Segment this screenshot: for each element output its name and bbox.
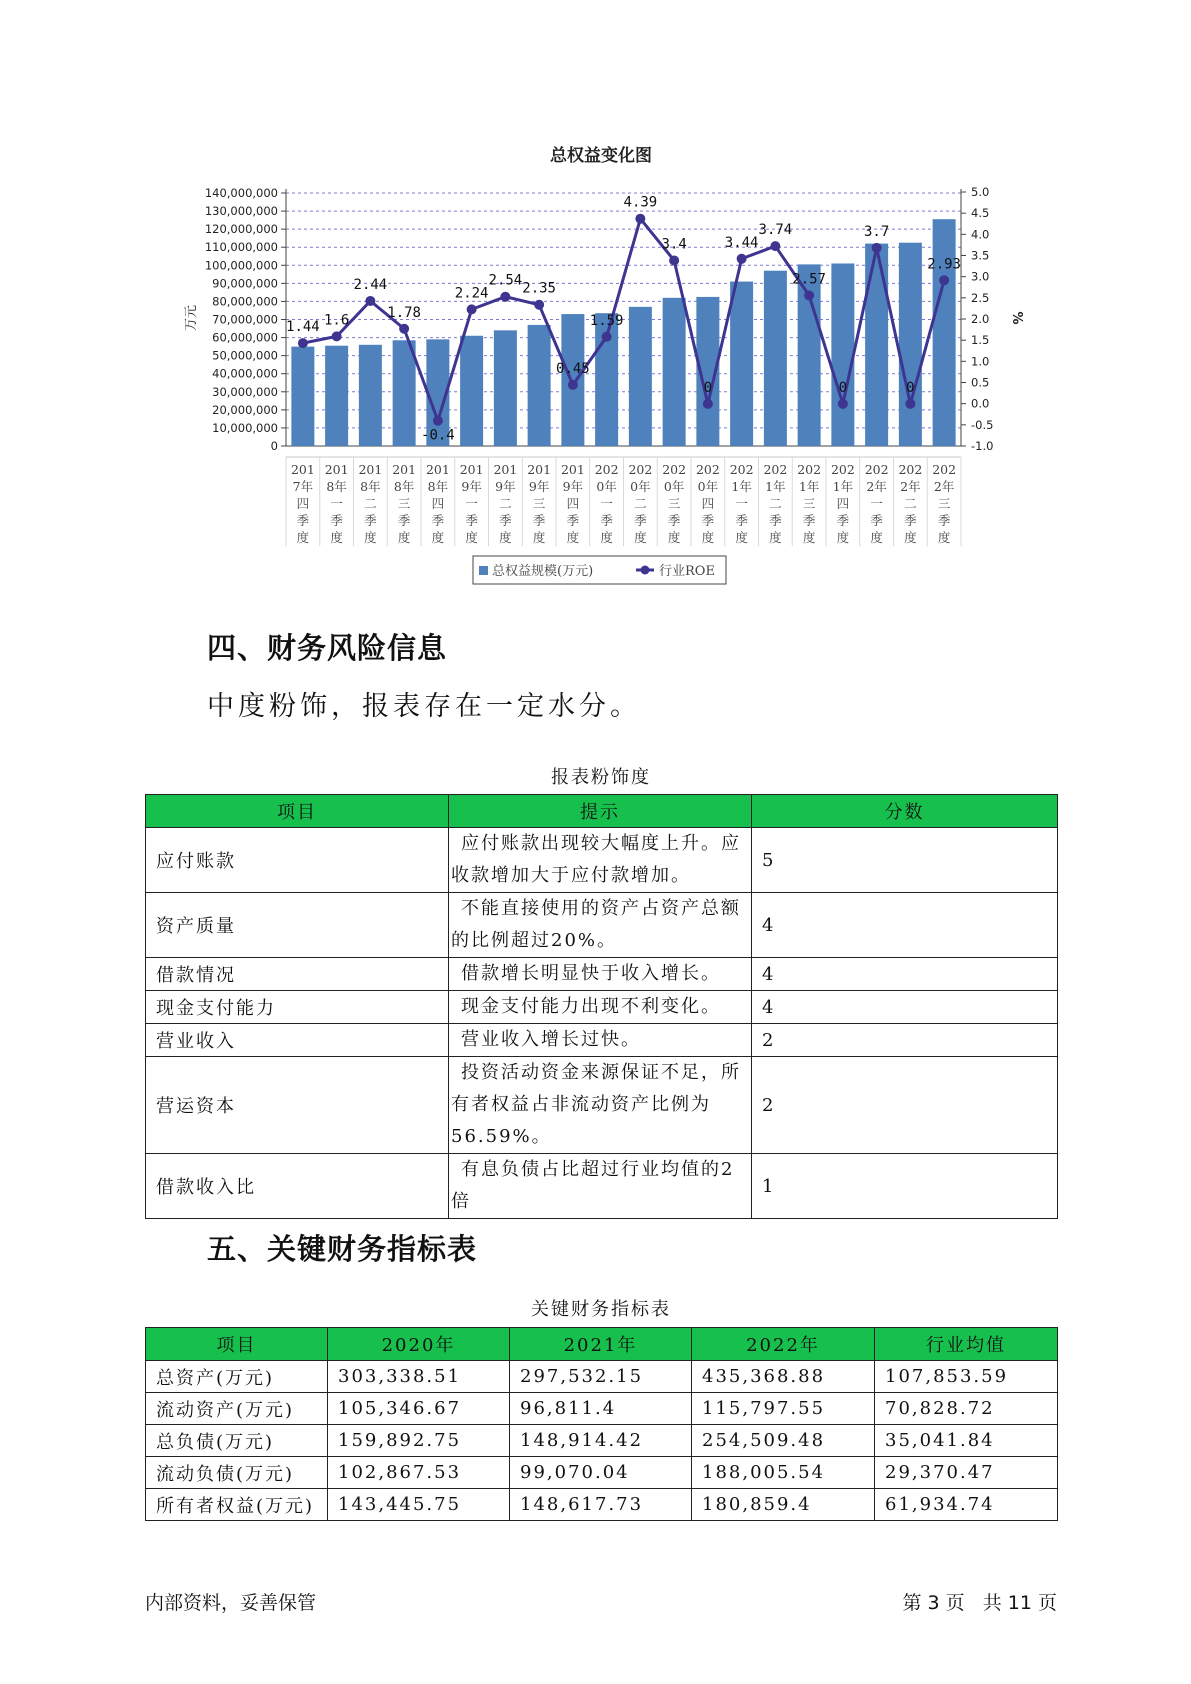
table-row [146, 1393, 1058, 1425]
risk-tip-line [451, 1057, 749, 1089]
risk-tip-text: 投资活动资金来源保证不足，所 [461, 1062, 741, 1083]
table-row [146, 1024, 1058, 1057]
y-tick-label: 100,000,000 [204, 258, 278, 273]
x-tick-label: 度 [735, 530, 748, 545]
x-tick-label: 201 [527, 462, 552, 477]
section4-heading: 四、财务风险信息 [207, 631, 448, 665]
kpi-2022: 188,005.54 [692, 1457, 875, 1489]
kpi-2020: 303,338.51 [328, 1361, 510, 1393]
y2-tick-label: 0.0 [971, 396, 990, 411]
x-tick-label: 1年 [798, 479, 820, 494]
y2-tick-label: 4.5 [971, 206, 990, 221]
kpi-2022: 254,509.48 [692, 1425, 875, 1457]
risk-tip-text: 借款增长明显快于收入增长。 [461, 963, 721, 984]
x-tick-label: 四 [836, 496, 850, 511]
x-tick-label: 202 [864, 462, 889, 477]
x-tick-label: 季 [904, 513, 917, 528]
x-tick-label: 季 [735, 513, 748, 528]
x-tick-label: 度 [802, 530, 816, 545]
x-tick-label: 一 [600, 496, 613, 511]
x-tick-label: 202 [628, 462, 653, 477]
roe-point [703, 399, 713, 409]
x-tick-label: 三 [802, 496, 816, 511]
x-tick-label: 8年 [393, 479, 415, 494]
kpi-industry-avg: 107,853.59 [875, 1361, 1058, 1393]
risk-tip [449, 828, 752, 893]
kpi-2022: 115,797.55 [692, 1393, 875, 1425]
roe-point [433, 416, 443, 426]
y-tick-label: 20,000,000 [212, 402, 278, 417]
x-tick-label: 季 [600, 513, 613, 528]
bar [764, 271, 787, 446]
risk-item: 资产质量 [146, 893, 449, 958]
roe-data-label: 1.6 [323, 312, 350, 329]
table-row [146, 893, 1058, 958]
risk-tip-line [451, 958, 749, 990]
risk-tip-text: 不能直接使用的资产占资产总额 [461, 898, 741, 919]
bar [494, 330, 517, 446]
roe-point [939, 275, 949, 285]
y2-tick-label: 1.0 [971, 354, 990, 369]
kpi-2021: 99,070.04 [510, 1457, 692, 1489]
legend-bar-label: 总权益规模(万元) [492, 564, 594, 579]
x-tick-label: 1年 [731, 479, 752, 494]
roe-point [602, 332, 612, 342]
risk-tip-text: 营业收入增长过快。 [461, 1029, 641, 1050]
table-row [146, 1361, 1058, 1393]
x-tick-label: 度 [937, 530, 951, 545]
window-dressing-table [145, 794, 1058, 1219]
kpi-2020: 102,867.53 [328, 1457, 510, 1489]
y2-tick-label: -0.5 [971, 417, 994, 432]
kpi-item: 所有者权益(万元) [146, 1489, 328, 1521]
x-tick-label: 季 [431, 513, 445, 528]
kpi-industry-avg: 29,370.47 [875, 1457, 1058, 1489]
header-2020: 2020年 [328, 1328, 510, 1361]
x-tick-label: 0年 [596, 479, 617, 494]
y-tick-label: 0 [270, 439, 278, 453]
risk-tip [449, 1057, 752, 1154]
roe-data-label: -0.4 [421, 427, 455, 444]
kpi-2022: 435,368.88 [692, 1361, 875, 1393]
x-tick-label: 度 [397, 530, 411, 545]
x-tick-label: 季 [532, 513, 546, 528]
y2-tick-label: 1.5 [971, 333, 990, 348]
kpi-2020: 143,445.75 [328, 1489, 510, 1521]
y2-tick-label: 3.0 [971, 269, 990, 284]
roe-point [737, 254, 747, 264]
kpi-2021: 96,811.4 [510, 1393, 692, 1425]
kpi-2021: 148,617.73 [510, 1489, 692, 1521]
x-tick-label: 一 [870, 496, 883, 511]
x-tick-label: 201 [358, 462, 383, 477]
y2-tick-label: 2.5 [971, 290, 990, 305]
bar [865, 244, 888, 446]
x-tick-label: 202 [797, 462, 822, 477]
y-tick-label: 80,000,000 [212, 294, 278, 309]
roe-data-label: 1.78 [387, 304, 421, 321]
x-tick-label: 季 [937, 513, 951, 528]
x-tick-label: 202 [763, 462, 788, 477]
kpi-industry-avg: 35,041.84 [875, 1425, 1058, 1457]
risk-tip [449, 991, 752, 1024]
x-tick-label: 度 [499, 530, 512, 545]
x-tick-label: 201 [290, 462, 315, 477]
legend-line-marker [641, 566, 650, 575]
x-tick-label: 三 [397, 496, 411, 511]
x-tick-label: 度 [634, 530, 647, 545]
y2-tick-label: 0.5 [971, 375, 990, 390]
kpi-2020: 105,346.67 [328, 1393, 510, 1425]
roe-data-label: 0 [703, 379, 713, 396]
risk-score: 2 [752, 1057, 1058, 1154]
risk-tip-text: 有息负债占比超过行业均值的2倍 [451, 1159, 735, 1212]
x-tick-label: 二 [364, 496, 377, 511]
y2-tick-label: 5.0 [971, 185, 990, 199]
kpi-item: 总负债(万元) [146, 1425, 328, 1457]
roe-data-label: 3.44 [724, 234, 759, 251]
x-tick-label: 四 [566, 496, 580, 511]
roe-data-label: 0 [838, 379, 848, 396]
key-indicators-table-caption: 关键财务指标表 [531, 1299, 671, 1320]
risk-tip-line [451, 925, 749, 957]
x-tick-label: 9年 [528, 479, 550, 494]
x-tick-label: 季 [465, 513, 478, 528]
header-item: 项目 [146, 1328, 328, 1361]
x-tick-label: 201 [392, 462, 417, 477]
risk-score: 1 [752, 1154, 1058, 1219]
risk-item: 应付账款 [146, 828, 449, 893]
x-tick-label: 0年 [630, 479, 651, 494]
roe-data-label: 0 [906, 379, 915, 396]
roe-point [804, 290, 814, 300]
x-tick-label: 201 [324, 462, 349, 477]
x-tick-label: 二 [634, 496, 647, 511]
x-tick-label: 0年 [663, 479, 685, 494]
kpi-item: 流动负债(万元) [146, 1457, 328, 1489]
x-tick-label: 度 [431, 530, 445, 545]
risk-tip [449, 1154, 752, 1219]
bar [291, 347, 314, 446]
risk-tip-text: 的比例超过20%。 [451, 930, 618, 951]
roe-point [838, 399, 848, 409]
header-score: 分数 [752, 795, 1058, 828]
x-tick-label: 季 [870, 513, 883, 528]
window-dressing-table-caption: 报表粉饰度 [551, 767, 651, 788]
risk-tip [449, 1024, 752, 1057]
roe-point [332, 331, 342, 341]
table-row [146, 1425, 1058, 1457]
x-tick-label: 季 [296, 513, 310, 528]
x-tick-label: 9年 [461, 479, 482, 494]
y-tick-label: 110,000,000 [204, 240, 278, 255]
x-tick-label: 度 [465, 530, 478, 545]
risk-tip-line [451, 1121, 749, 1153]
x-tick-label: 201 [493, 462, 518, 477]
x-tick-label: 二 [769, 496, 782, 511]
table-row [146, 1489, 1058, 1521]
roe-point [669, 255, 679, 265]
x-tick-label: 季 [634, 513, 647, 528]
roe-point [298, 338, 308, 348]
risk-item: 营业收入 [146, 1024, 449, 1057]
x-tick-label: 季 [330, 513, 343, 528]
table-row [146, 1457, 1058, 1489]
y-tick-label: 50,000,000 [212, 348, 278, 363]
y-tick-label: 120,000,000 [204, 222, 278, 237]
kpi-industry-avg: 61,934.74 [875, 1489, 1058, 1521]
x-tick-label: 一 [330, 496, 343, 511]
x-tick-label: 度 [296, 530, 310, 545]
kpi-2022: 180,859.4 [692, 1489, 875, 1521]
x-tick-label: 度 [701, 530, 715, 545]
x-tick-label: 8年 [427, 479, 449, 494]
x-tick-label: 0年 [697, 479, 719, 494]
roe-point [467, 304, 477, 314]
risk-score: 4 [752, 958, 1058, 991]
risk-tip-line [451, 1154, 749, 1218]
risk-item: 借款情况 [146, 958, 449, 991]
x-tick-label: 三 [937, 496, 951, 511]
table-row [146, 991, 1058, 1024]
table-row [146, 958, 1058, 991]
risk-score: 2 [752, 1024, 1058, 1057]
header-2021: 2021年 [510, 1328, 692, 1361]
roe-data-label: 4.39 [623, 194, 658, 211]
roe-point [534, 300, 544, 310]
roe-data-label: 1.44 [286, 319, 320, 336]
y-tick-label: 140,000,000 [204, 186, 278, 200]
y-tick-label: 30,000,000 [212, 384, 278, 399]
y-axis-title: 万元 [184, 304, 199, 332]
risk-score: 4 [752, 991, 1058, 1024]
bar [831, 263, 854, 446]
roe-point [905, 399, 915, 409]
x-tick-label: 度 [330, 530, 343, 545]
x-tick-label: 四 [431, 496, 445, 511]
x-tick-label: 季 [836, 513, 850, 528]
roe-point [872, 243, 882, 253]
x-tick-label: 季 [802, 513, 816, 528]
x-tick-label: 度 [667, 530, 681, 545]
bar [359, 345, 382, 446]
roe-data-label: 2.54 [488, 272, 523, 289]
kpi-item: 总资产(万元) [146, 1361, 328, 1393]
risk-tip-text: 56.59%。 [451, 1126, 552, 1147]
x-tick-label: 8年 [360, 479, 381, 494]
roe-data-label: 1.59 [589, 312, 624, 329]
x-tick-label: 8年 [326, 479, 347, 494]
y2-tick-label: 4.0 [971, 227, 990, 242]
equity-chart [0, 0, 1191, 600]
roe-data-label: 2.57 [792, 271, 826, 288]
x-tick-label: 202 [594, 462, 619, 477]
x-tick-label: 度 [836, 530, 850, 545]
risk-tip-text: 收款增加大于应付款增加。 [451, 865, 691, 886]
risk-tip-line [451, 1089, 749, 1121]
roe-point [635, 214, 645, 224]
roe-data-label: 3.4 [661, 236, 687, 253]
roe-data-label: 3.7 [863, 223, 890, 240]
x-tick-label: 201 [560, 462, 585, 477]
x-tick-label: 季 [364, 513, 377, 528]
risk-item: 借款收入比 [146, 1154, 449, 1219]
bar [528, 325, 551, 446]
x-tick-label: 1年 [832, 479, 854, 494]
risk-item: 现金支付能力 [146, 991, 449, 1024]
x-tick-label: 202 [830, 462, 855, 477]
table-row [146, 1154, 1058, 1219]
x-tick-label: 一 [465, 496, 478, 511]
x-tick-label: 一 [735, 496, 748, 511]
risk-tip-text: 应付账款出现较大幅度上升。应 [461, 833, 741, 854]
key-indicators-table [145, 1327, 1058, 1521]
x-tick-label: 2年 [900, 479, 921, 494]
table-row [146, 828, 1058, 893]
y-tick-label: 130,000,000 [204, 204, 278, 219]
x-tick-label: 季 [499, 513, 512, 528]
x-tick-label: 度 [870, 530, 883, 545]
risk-score: 4 [752, 893, 1058, 958]
x-tick-label: 季 [769, 513, 782, 528]
x-tick-label: 度 [532, 530, 546, 545]
x-tick-label: 季 [701, 513, 715, 528]
x-tick-label: 7年 [292, 479, 314, 494]
x-tick-label: 四 [296, 496, 310, 511]
roe-data-label: 2.44 [353, 276, 388, 293]
x-tick-label: 季 [397, 513, 411, 528]
risk-tip [449, 893, 752, 958]
kpi-2021: 148,914.42 [510, 1425, 692, 1457]
bar [393, 340, 416, 446]
x-tick-label: 度 [769, 530, 782, 545]
roe-point [770, 241, 780, 251]
x-tick-label: 度 [904, 530, 917, 545]
legend-line-label: 行业ROE [659, 564, 715, 579]
y2-axis-title: % [1009, 311, 1024, 325]
x-tick-label: 度 [364, 530, 377, 545]
y-tick-label: 90,000,000 [212, 276, 278, 291]
bar [730, 282, 753, 446]
roe-data-label: 2.24 [454, 285, 489, 302]
x-tick-label: 201 [459, 462, 484, 477]
x-tick-label: 季 [667, 513, 681, 528]
header-industry-avg: 行业均值 [875, 1328, 1058, 1361]
bar [899, 243, 922, 446]
risk-summary: 中度粉饰，报表存在一定水分。 [207, 691, 641, 722]
roe-point [399, 324, 409, 334]
roe-point [365, 296, 375, 306]
x-tick-label: 三 [532, 496, 546, 511]
x-tick-label: 2年 [933, 479, 955, 494]
table-row [146, 1057, 1058, 1154]
x-tick-label: 201 [425, 462, 450, 477]
footer-page-number: 第 3 页 共 11 页 [902, 1592, 1057, 1614]
risk-tip-line [451, 1024, 749, 1056]
kpi-2021: 297,532.15 [510, 1361, 692, 1393]
header-tip: 提示 [449, 795, 752, 828]
risk-tip-line [451, 893, 749, 925]
kpi-industry-avg: 70,828.72 [875, 1393, 1058, 1425]
y2-tick-label: -1.0 [971, 439, 994, 453]
risk-tip-text: 有者权益占非流动资产比例为 [451, 1094, 711, 1115]
bar [325, 346, 348, 446]
risk-tip-line [451, 860, 749, 892]
roe-data-label: 3.74 [758, 222, 793, 239]
risk-tip [449, 958, 752, 991]
x-tick-label: 度 [566, 530, 580, 545]
footer-confidential: 内部资料，妥善保管 [145, 1592, 317, 1614]
x-tick-label: 202 [932, 462, 957, 477]
x-tick-label: 1年 [765, 479, 786, 494]
x-tick-label: 2年 [866, 479, 887, 494]
header-2022: 2022年 [692, 1328, 875, 1361]
x-tick-label: 202 [695, 462, 720, 477]
bar [460, 336, 483, 446]
y-tick-label: 40,000,000 [212, 366, 278, 381]
x-tick-label: 202 [898, 462, 923, 477]
kpi-item: 流动资产(万元) [146, 1393, 328, 1425]
roe-point [568, 380, 578, 390]
bar [933, 219, 956, 446]
x-tick-label: 二 [904, 496, 917, 511]
roe-data-label: 2.35 [522, 280, 556, 297]
x-tick-label: 9年 [562, 479, 584, 494]
roe-point [500, 292, 510, 302]
x-tick-label: 三 [667, 496, 681, 511]
kpi-2020: 159,892.75 [328, 1425, 510, 1457]
risk-tip-text: 现金支付能力出现不利变化。 [461, 996, 721, 1017]
y-tick-label: 70,000,000 [212, 312, 278, 327]
x-tick-label: 二 [499, 496, 512, 511]
risk-tip-line [451, 828, 749, 860]
section5-heading: 五、关键财务指标表 [207, 1232, 478, 1266]
x-tick-label: 9年 [495, 479, 516, 494]
bar [629, 307, 652, 446]
bar [663, 298, 686, 446]
header-item: 项目 [146, 795, 449, 828]
risk-item: 营运资本 [146, 1057, 449, 1154]
x-tick-label: 季 [566, 513, 580, 528]
y-tick-label: 10,000,000 [212, 420, 278, 435]
roe-data-label: 0.45 [556, 360, 590, 377]
x-tick-label: 202 [729, 462, 754, 477]
y2-tick-label: 3.5 [971, 248, 990, 263]
x-tick-label: 202 [662, 462, 687, 477]
risk-tip-line [451, 991, 749, 1023]
chart-title: 总权益变化图 [550, 146, 652, 166]
x-tick-label: 四 [701, 496, 715, 511]
y2-tick-label: 2.0 [971, 312, 990, 326]
roe-data-label: 2.93 [927, 256, 961, 273]
y-tick-label: 60,000,000 [212, 330, 278, 345]
risk-score: 5 [752, 828, 1058, 893]
x-tick-label: 度 [600, 530, 613, 545]
legend-bar-swatch [479, 566, 488, 575]
